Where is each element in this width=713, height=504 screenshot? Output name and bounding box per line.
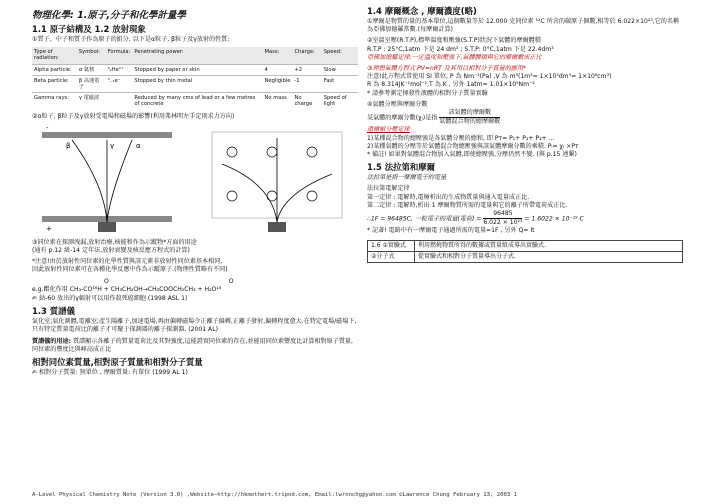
tracer-note-1: *注意!由於放射性同位素的化學性質與該元素非放射性同位素基本相同,	[32, 258, 223, 266]
table-cell: ②分子式	[368, 251, 415, 262]
magnetic-field-diagram	[212, 132, 342, 232]
isotope-uses-ref: (通有 p.12 級-14 定年法,放射衰變及核反應方程式的計算)	[32, 247, 190, 255]
plus-label: +	[46, 224, 52, 233]
electron-charge-result: = 1.6022 × 10⁻¹⁹ C	[524, 215, 584, 223]
section-heading-mole-concept: 1.4 摩爾概念 , 摩爾濃度(略)	[367, 6, 477, 16]
beta-label: β	[66, 141, 71, 150]
ideal-gas-units: 注意!此方程式常使用 SI 單位, P 為 Nm⁻²(Pa) ,V 為 m³(1m³= 1×10³dm³= 1×10⁶cm³)	[367, 73, 612, 81]
table-header-row	[32, 47, 358, 64]
electric-field-diagram	[42, 124, 172, 233]
electron-charge-formula-left: ∴1F = 96485C, 一粒電子的電量(電荷) =	[367, 215, 482, 223]
alpha-path	[107, 140, 132, 222]
paragraph-radiation-intro: ①質子、中子和質子作為原子的組分, 以下是α粒子, β粒子及γ放射的性質:	[32, 36, 230, 43]
table-header: Mass:	[263, 47, 293, 64]
section-heading-relative-mass: 相對同位素質量,相對原子質量和相對分子質量	[32, 357, 203, 368]
table-cell: ⁰₋₁e⁻	[106, 75, 133, 92]
table-cell: 利用燃燒物質所得的數據或質量組成導出實驗式.	[415, 240, 683, 251]
left-column	[32, 4, 358, 380]
paragraph-isotope-uses	[32, 239, 358, 255]
alpha-label: α	[136, 141, 141, 150]
mole-fraction-label: 某氣體的摩爾分數(χᵢ)是指	[367, 114, 438, 122]
table-cell: No mass	[263, 93, 293, 110]
section-heading-mass-spectrometer: 1.3 質譜儀	[32, 306, 75, 317]
paragraph-faraday-laws	[367, 185, 683, 235]
ms-uses-heading: 質譜儀的用途:	[32, 337, 71, 345]
table-cell	[106, 93, 133, 110]
table-cell: γ 電磁波	[77, 93, 106, 110]
molar-volume-values: R.T.P : 25°C,1atm 下是 24 dm³ ; S.T.P: 0°C,1atm 下是 22.4dm³	[367, 45, 554, 53]
gamma-label: γ	[110, 141, 115, 150]
mole-fraction-denominator: 氣體混合物的總摩爾數	[439, 118, 501, 126]
negative-plate	[42, 132, 172, 138]
minus-label: -	[46, 123, 49, 132]
table-cell: Negligible	[263, 75, 293, 92]
radioactive-source-2	[268, 222, 286, 232]
faraday-note: * 記著! 電路中有一摩爾電子通過所需的電量=1F , 另外 Q= It	[367, 227, 535, 235]
beta-path	[72, 140, 107, 222]
paragraph-mass-spectrometer: 氣化室;氣化測體,電離室;產生陽離子,加速電場,再由偏轉磁場令正離子偏轉,正離子發射,偏轉程度愈大.在特定電場/磁場下,只有特定質量電荷比的離子才可聚于探測器的離子探測器. (2001 AL)	[32, 318, 357, 334]
paragraph-mole-definition: ①摩爾是物質的量的基本單位,這個數量等於 12.000 克同位素 ¹²C 所含的碳原子個數,相等於 6.022×10²³,它的名稱為亞佛加德羅常數.(每摩爾計算)	[367, 18, 680, 34]
faraday-laws-heading: 法拉第電解定律	[367, 185, 410, 193]
tracer-note-2: 因此放射性同位素可在各種化學反應中作為示蹤原子.(物理性質略有不同)	[32, 266, 228, 274]
table-cell: Alpha particle:	[32, 64, 77, 75]
dalton-law-2: 2)某種氣體的分壓等於氣體混合物總壓強與該氣體摩爾分數的乘積. Pᵢ= χᵢ ×Pт	[367, 142, 579, 150]
ideal-gas-note: * 請參考測定揮發性液體的相對分子質量實驗	[367, 89, 488, 97]
electron-charge-fraction	[483, 210, 522, 227]
oxygen-label-2: O	[228, 277, 234, 285]
paragraph-field-deflection: ②α粒子, β粒子及γ放射受電場和磁場的影響(利用弗林明左手定則求力方向)	[32, 112, 235, 120]
right-column	[367, 4, 683, 263]
molar-volume-heading: ②室溫室壓(R.T.P),標準溫度和壓強(S.T.P)狀況下氣體的摩爾體積	[367, 37, 541, 45]
section-heading-atomic-structure: 1.1 原子結構及 1.2 放射現象	[32, 24, 146, 34]
table-row	[368, 251, 683, 262]
paragraph-ms-uses	[32, 338, 358, 354]
table-cell: β 高速電子	[77, 75, 106, 92]
table-header: Penetrating power:	[132, 47, 262, 64]
table-header: Charge:	[292, 47, 321, 64]
dalton-law-note: * 備註! 如果對氣體混合物加入氣體,即使總壓強,分壓仍然不變. (與 p.15 連繫)	[367, 151, 577, 159]
table-cell: 從實驗式和相對分子質量導出分子式.	[415, 251, 683, 262]
definition-table	[367, 240, 683, 263]
radiation-table	[32, 47, 358, 109]
table-header: Symbol:	[77, 47, 106, 64]
paragraph-esterification	[32, 278, 358, 294]
paragraph-ideal-gas	[367, 65, 683, 98]
table-row	[368, 240, 683, 251]
ideal-gas-heading: ③理想氣體方程式 PV=nRT 及其用以相對分子質量的應用*	[367, 65, 527, 73]
table-cell: -1	[292, 75, 321, 92]
table-cell: 4	[263, 64, 293, 75]
table-cell: Gamma rays:	[32, 93, 77, 110]
table-cell: Slow	[322, 64, 358, 75]
table-header: Type of radiation:	[32, 47, 77, 64]
mole-fraction-numerator: 該氣體的摩爾數	[439, 109, 500, 118]
oxygen-label-1: O	[104, 277, 109, 285]
dalton-law-heading: 道爾頓分壓定律	[367, 126, 410, 134]
dalton-law-1: 1)某種混合物的總壓強是各氣體分壓的總和, 即 Pт= P₁+ P₂+ P₃+ ...	[367, 134, 555, 142]
page-footer: A-Level Physical Chemistry Note (Version 3.0) ,Website—http://hkmothert.tripod.com, Email:lwrnnchg@yahoo.com ©Lawrence Chung February 13, 2003 1	[32, 492, 517, 498]
paragraph-partial-pressure	[367, 101, 683, 159]
isotope-uses-text: ③同位素在探測洩漏,放射治療,核能和作為示蹤物*方面的用途	[32, 238, 197, 246]
table-cell: α 氦核	[77, 64, 106, 75]
table-cell: Stopped by paper or skin	[132, 64, 262, 75]
table-row	[32, 64, 358, 75]
partial-pressure-heading: ④氣體分壓與摩爾分數	[367, 100, 428, 108]
paragraph-molar-volume	[367, 37, 683, 62]
faraday-second-law: 第二定律 : 電解時,析出 1 摩爾物質所需的電量與它的離子所帶電荷成正比.	[367, 201, 568, 209]
table-header: Formula:	[106, 47, 133, 64]
section-heading-faraday: 1.5 法拉第和摩爾	[367, 162, 436, 173]
table-cell: Speed of light	[322, 93, 358, 110]
table-cell: 1.6 ①實驗式	[368, 240, 415, 251]
radioactive-source	[98, 222, 116, 232]
table-header: Speed:	[322, 47, 358, 64]
deflection-diagram-svg	[32, 124, 358, 236]
faraday-first-law: 第一定律 : 電解時,電極析出的生成物質量與通入電量成正比.	[367, 193, 530, 201]
paragraph-faraday-definition: 法拉第是指一摩爾電子的電量	[367, 174, 447, 182]
ms-uses-text: 質譜顯示各離子的質量電荷比及其對強度,這能證實同位素的存在,並能用同位素豐度比計算相對原子質量,同位素的豐度比與峰高成正比	[32, 337, 353, 353]
avogadro-law: 亞佛加德羅定律:一定溫度和壓強下,氣體體積與它的摩爾數成正比	[367, 53, 542, 61]
paragraph-cobalt: ✍ 鈷-60 放出的γ輻射可以用作殺死癌細胞 (1998 ASL 1)	[32, 295, 188, 303]
table-cell: ⁴₂He²⁺	[106, 64, 133, 75]
table-row	[32, 75, 358, 92]
ideal-gas-constant: R 為 8.314JK⁻¹mol⁻¹,T 為 K , 另外 1atm= 1.01×10⁵Nm⁻²	[367, 81, 535, 89]
paragraph-tracer-note	[32, 258, 358, 274]
table-row	[32, 93, 358, 110]
table-cell: Fast	[322, 75, 358, 92]
esterification-equation: e.g.酯化作用 CH₃-CO¹⁸H + CH₃CH₂OH→CH₃COOCH₂CH₃ + H₂O¹⁸	[32, 285, 222, 293]
paragraph-relative-mass: ✍ 相對分子質量: 無單位 , 摩爾質量: 有單位 (1999 AL 1)	[32, 369, 188, 377]
electron-charge-numerator: 96485	[483, 210, 522, 219]
table-cell: Reduced by many cms of lead or a few metres of concrete	[132, 93, 262, 110]
table-cell: Beta particle:	[32, 75, 77, 92]
table-cell: +2	[292, 64, 321, 75]
mole-fraction-formula	[439, 109, 500, 126]
table-cell: No charge	[292, 93, 321, 110]
deflection-diagram	[32, 124, 358, 236]
table-cell: Stopped by thin metal	[132, 75, 262, 92]
electron-charge-denominator: 6.022 × 10²³	[483, 219, 523, 227]
page-title: 物理化學: 1.原子,分子和化學計量學	[32, 10, 186, 21]
